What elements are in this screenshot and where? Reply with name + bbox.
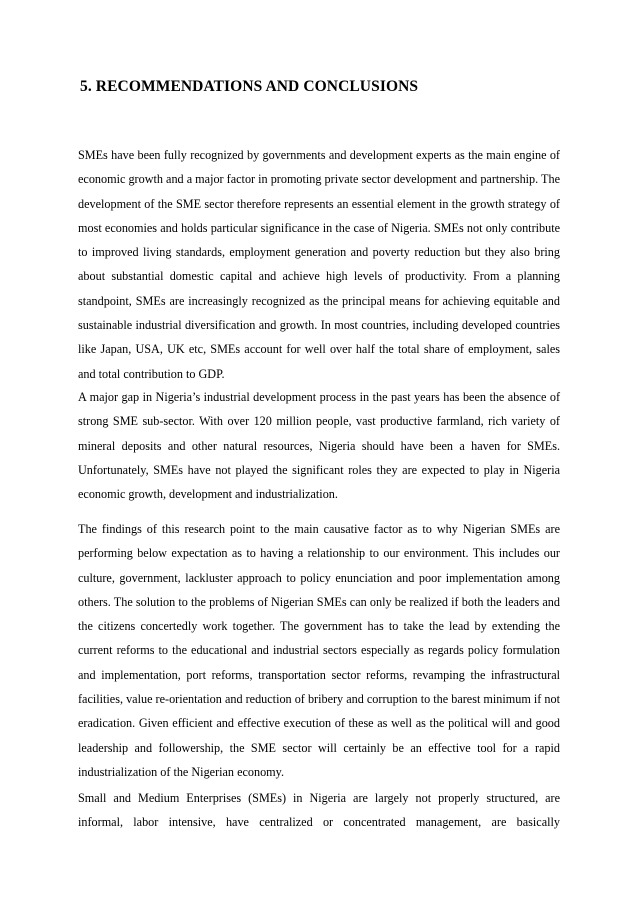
- paragraph-sme-recognition: SMEs have been fully recognized by governments and development experts as the main engine of economic growth and a major factor in promoting private sector development and partnership. The development of the SME sector therefore represents an essential element in the growth strategy of most economies and holds particular significance in the case of Nigeria. SMEs not only contribute to improved living standards, employment generation and poverty reduction but they also bring about substantial domestic capital and achieve high levels of productivity. From a planning standpoint, SMEs are increasingly recognized as the principal means for achieving equitable and sustainable industrial diversification and growth. In most countries, including developed countries like Japan, USA, UK etc, SMEs account for well over half the total share of employment, sales and total contribution to GDP.: [78, 148, 560, 381]
- section-heading: 5. RECOMMENDATIONS AND CONCLUSIONS: [80, 78, 419, 95]
- paragraph-sme-structure: Small and Medium Enterprises (SMEs) in Nigeria are largely not properly structured, are informal, labor intensive, have centralized or concentrated management, are basically: [78, 791, 560, 830]
- paragraph-research-findings: The findings of this research point to the main causative factor as to why Nigerian SMEs are performing below expectation as to having a relationship to our environment. This includes our culture, government, lackluster approach to policy enunciation and poor implementation among others. The solution to the problems of Nigerian SMEs can only be realized if both the leaders and the citizens concertedly work together. The government has to take the lead by extending the current reforms to the educational and industrial sectors especially as regards policy formulation and implementation, port reforms, transportation sector reforms, revamping the infrastructural facilities, value re-orientation and reduction of bribery and corruption to the barest minimum if not eradication. Given efficient and effective execution of these as well as the political will and good leadership and followership, the SME sector will certainly be an effective tool for a rapid industrialization of the Nigerian economy.: [78, 522, 560, 779]
- paragraph-industrial-gap: A major gap in Nigeria’s industrial development process in the past years has been the absence of strong SME sub-sector. With over 120 million people, vast productive farmland, rich variety of mineral deposits and other natural resources, Nigeria should have been a haven for SMEs. Unfortunately, SMEs have not played the significant roles they are expected to play in Nigeria economic growth, development and industrialization.: [78, 390, 560, 502]
